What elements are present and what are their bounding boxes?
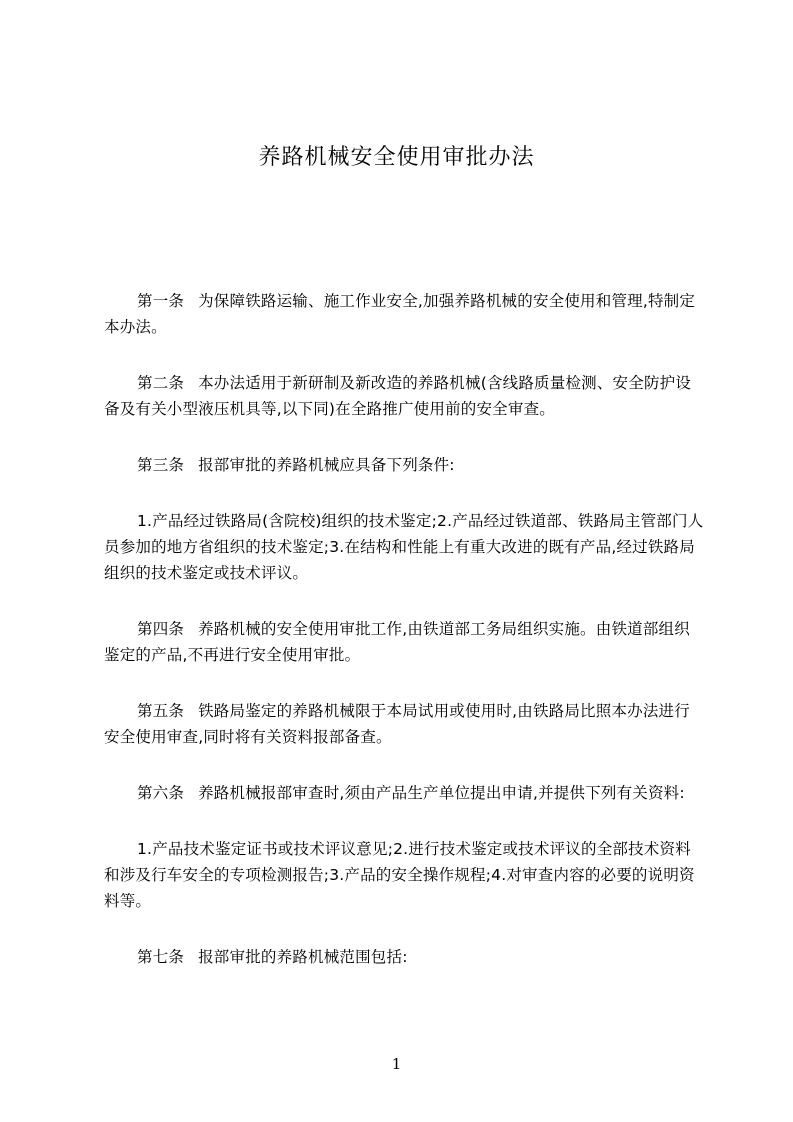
article-5: [104, 698, 704, 750]
document-body: [104, 288, 704, 1000]
article-text: 养路机械的安全使用审批工作,由铁道部工务局组织实施。由铁道部组织鉴定的产品,不再进行安全使用审批。: [104, 620, 690, 664]
article-label: 第七条: [137, 948, 185, 966]
article-label: 第六条: [137, 784, 185, 802]
page-number: 1: [391, 1055, 402, 1073]
article-text: 铁路局鉴定的养路机械限于本局试用或使用时,由铁路局比照本办法进行安全使用审查,同时将有关资料报部备查。: [104, 702, 690, 746]
article-text: 报部审批的养路机械应具备下列条件:: [198, 456, 455, 474]
article-label: 第一条: [137, 292, 185, 310]
article-3-conditions: [104, 508, 704, 586]
article-2: [104, 370, 704, 422]
article-text: 养路机械报部审查时,须由产品生产单位提出申请,并提供下列有关资料:: [198, 784, 685, 802]
article-label: 第四条: [137, 620, 185, 638]
article-text: 1.产品技术鉴定证书或技术评议意见;2.进行技术鉴定或技术评议的全部技术资料和涉及行车安全的专项检测报告;3.产品的安全操作规程;4.对审查内容的必要的说明资料等。: [104, 840, 695, 910]
article-text: 报部审批的养路机械范围包括:: [198, 948, 408, 966]
article-4: [104, 616, 704, 668]
article-text: 1.产品经过铁路局(含院校)组织的技术鉴定;2.产品经过铁道部、铁路局主管部门人员参加的地方省组织的技术鉴定;3.在结构和性能上有重大改进的既有产品,经过铁路局组织的技术鉴定或技术评议。: [104, 512, 704, 582]
article-6: [104, 780, 704, 806]
article-label: 第五条: [137, 702, 185, 720]
article-1: [104, 288, 704, 340]
article-label: 第二条: [137, 374, 185, 392]
article-7: [104, 944, 704, 970]
article-text: 本办法适用于新研制及新改造的养路机械(含线路质量检测、安全防护设备及有关小型液压机具等,以下同)在全路推广使用前的安全审查。: [104, 374, 692, 418]
document-title: 养路机械安全使用审批办法: [258, 145, 535, 170]
article-3: [104, 452, 704, 478]
article-label: 第三条: [137, 456, 185, 474]
article-6-materials: [104, 836, 704, 914]
article-text: 为保障铁路运输、施工作业安全,加强养路机械的安全使用和管理,特制定本办法。: [104, 292, 696, 336]
